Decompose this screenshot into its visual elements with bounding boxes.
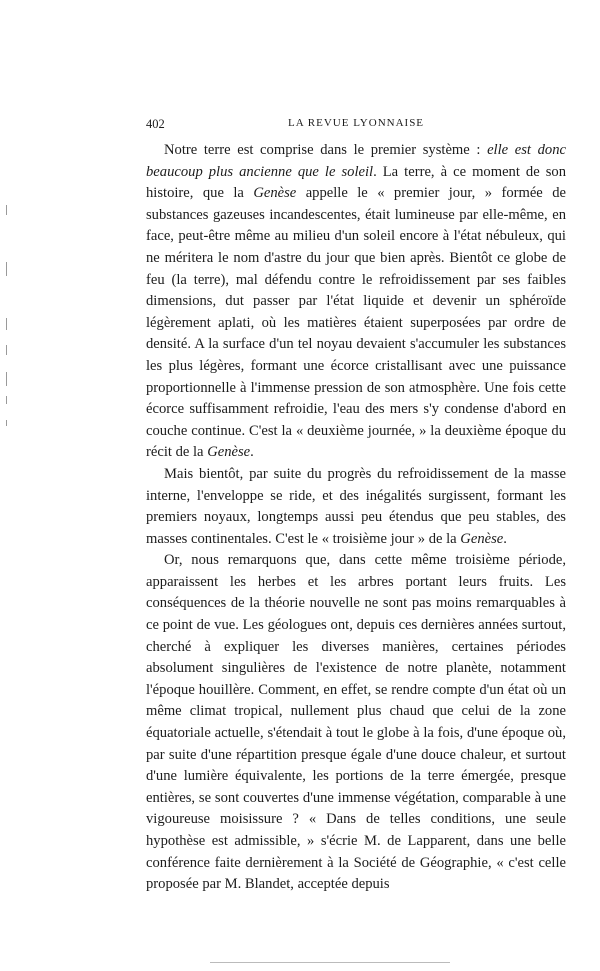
text-run: Notre terre est comprise dans le premier système : [164, 142, 488, 158]
binding-mark [6, 396, 7, 404]
binding-mark [6, 262, 7, 276]
italic-run: Genèse [460, 530, 504, 547]
paragraph [146, 464, 566, 550]
page-number: 402 [146, 117, 165, 131]
binding-mark [6, 318, 7, 330]
page-header [146, 117, 566, 135]
binding-mark [6, 205, 7, 215]
italic-run: Genèse [253, 185, 297, 202]
scan-edge [210, 962, 450, 963]
binding-mark [6, 372, 7, 386]
text-run: Mais bientôt, par suite du progrès du refroidissement de la masse interne, l'enveloppe se ride, et des inégalités surgissent, formant les premiers noyaux, longtemps aussi peu étendus que peu stables, des masses continentales. C'est le « troisième jour » de la [146, 465, 566, 547]
text-run: Or, nous remarquons que, dans cette même troisième période, apparaissent les herbes et les arbres portant leurs fruits. Les conséquences de la théorie nouvelle ne sont pas moins remarquables à ce point de vue. Les géologues ont, depuis ces dernières années surtout, cherché à expliquer les diverses manières, certaines périodes absolument singulières de l'existence de notre planète, notamment l'époque houillère. Comment, en effet, se rendre compte d'un état où un même climat tropical, nullement plus chaud que celui de la zone équatoriale actuelle, s'étendait à tout le globe à la fois, d'une époque où, par suite d'une répartition presque égale d'une douce chaleur, et surtout d'une lumière équivalente, les portions de la terre émergée, presque entières, se sont couvertes d'une immense végétation, comparable à une vigoureuse moisissure ? « Dans de telles conditions, une seule hypothèse est admissible, » s'écrie M. de Lapparent, dans une belle conférence faite dernièrement à la Société de Géographie, « c'est celle proposée par M. Blandet, acceptée depuis [146, 552, 566, 893]
paragraph [146, 140, 566, 464]
text-run: . La terre, à ce moment de son histoire, que la [146, 163, 567, 202]
text-run: appelle le « premier jour, » formée de substances gazeuses incandescentes, était lumineuse par elle-même, en face, peut-être même au milieu d'un soleil encore à l'état nébuleux, qui ne méritera le nom d'astre du jour que bien après. Bientôt ce globe de feu (la terre), mal défendu contre le refroidissement par ses faibles dimensions, dut passer par l'état liquide et devenir un sphéroïde légèrement aplati, où les matières étaient superposées par ordre de densité. A la surface d'un tel noyau devaient s'accumuler les substances les plus légères, formant une écorce cristallisant avec une puissance proportionnelle à l'immense pression de son atmosphère. Une fois cette écorce suffisamment refroidie, l'eau des mers s'y condense d'abord en couche continue. C'est la « deuxième journée, » la deuxième époque du récit de la [146, 185, 566, 461]
italic-run: Genèse [207, 444, 251, 461]
italic-run: elle est donc beaucoup plus ancienne que le soleil [146, 142, 566, 180]
binding-mark [6, 420, 7, 426]
text-run: . [503, 530, 507, 547]
running-title: LA REVUE LYONNAISE [287, 117, 425, 129]
text-run: . [250, 444, 254, 461]
paragraph [146, 550, 566, 896]
article-body [146, 140, 566, 896]
binding-mark [6, 345, 7, 355]
